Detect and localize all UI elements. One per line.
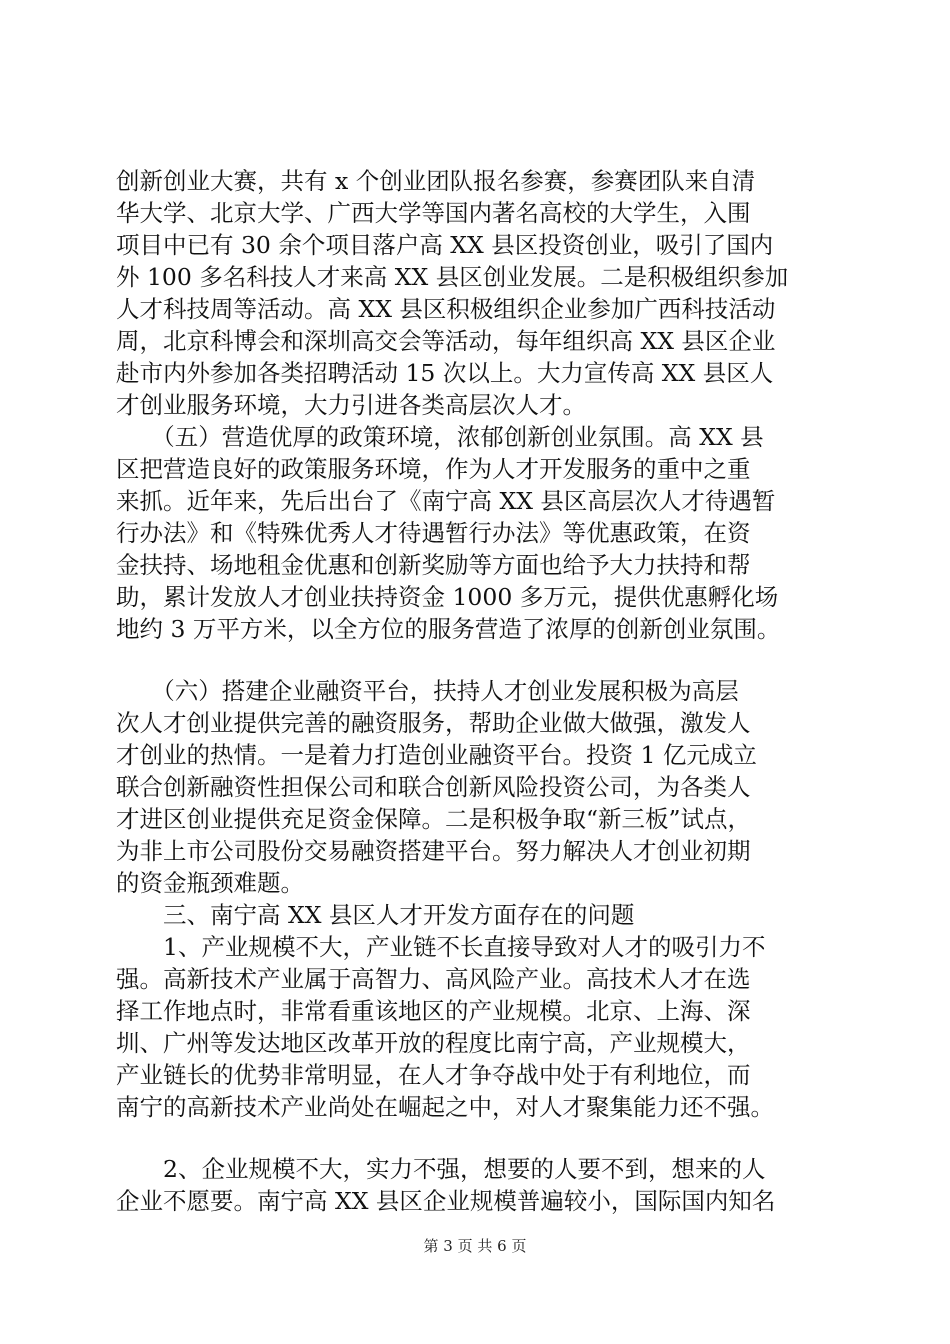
- text-line: 联合创新融资性担保公司和联合创新风险投资公司，为各类人: [116, 773, 751, 801]
- text-line: 2、企业规模不大，实力不强，想要的人要不到，想来的人: [116, 1155, 766, 1183]
- text-line: 为非上市公司股份交易融资搭建平台。努力解决人才创业初期: [116, 837, 751, 865]
- text-line: 才创业服务环境，大力引进各类高层次人才。: [116, 391, 586, 419]
- text-line: 择工作地点时，非常看重该地区的产业规模。北京、上海、深: [116, 997, 751, 1025]
- text-line: 南宁的高新技术产业尚处在崛起之中，对人才聚集能力还不强。: [116, 1093, 774, 1121]
- body-text: [116, 165, 851, 1217]
- text-line: 圳、广州等发达地区改革开放的程度比南宁高，产业规模大，: [116, 1029, 751, 1057]
- paragraph-gap: [116, 1123, 851, 1153]
- text-line: 华大学、北京大学、广西大学等国内著名高校的大学生，入围: [116, 199, 751, 227]
- text-line: （五）营造优厚的政策环境，浓郁创新创业氛围。高 XX 县: [116, 423, 764, 451]
- text-line: 周，北京科博会和深圳高交会等活动，每年组织高 XX 县区企业: [116, 327, 776, 355]
- text-line: 1、产业规模不大，产业链不长直接导致对人才的吸引力不: [116, 933, 766, 961]
- text-line: 才进区创业提供充足资金保障。二是积极争取“新三板”试点，: [116, 805, 752, 833]
- text-line: 来抓。近年来，先后出台了《南宁高 XX 县区高层次人才待遇暂: [116, 487, 776, 515]
- paragraph-gap: [116, 645, 851, 675]
- text-line: 项目中已有 30 余个项目落户高 XX 县区投资创业，吸引了国内: [116, 231, 774, 259]
- text-line: 强。高新技术产业属于高智力、高风险产业。高技术人才在选: [116, 965, 751, 993]
- text-line: 区把营造良好的政策服务环境，作为人才开发服务的重中之重: [116, 455, 751, 483]
- text-line: 三、南宁高 XX 县区人才开发方面存在的问题: [116, 901, 635, 929]
- text-line: 企业不愿要。南宁高 XX 县区企业规模普遍较小，国际国内知名: [116, 1187, 776, 1215]
- text-line: 赴市内外参加各类招聘活动 15 次以上。大力宣传高 XX 县区人: [116, 359, 774, 387]
- page-footer: 第 3 页 共 6 页: [423, 1237, 527, 1255]
- text-line: 创新创业大赛，共有 x 个创业团队报名参赛，参赛团队来自清: [116, 167, 756, 195]
- text-line: 才创业的热情。一是着力打造创业融资平台。投资 1 亿元成立: [116, 741, 757, 769]
- text-line: 行办法》和《特殊优秀人才待遇暂行办法》等优惠政策，在资: [116, 519, 751, 547]
- text-line: 次人才创业提供完善的融资服务，帮助企业做大做强，激发人: [116, 709, 751, 737]
- text-line: 金扶持、场地租金优惠和创新奖励等方面也给予大力扶持和帮: [116, 551, 751, 579]
- text-line: 产业链长的优势非常明显，在人才争夺战中处于有利地位，而: [116, 1061, 751, 1089]
- text-line: 的资金瓶颈难题。: [116, 869, 304, 897]
- text-line: 助，累计发放人才创业扶持资金 1000 多万元，提供优惠孵化场: [116, 583, 779, 611]
- text-line: 外 100 多名科技人才来高 XX 县区创业发展。二是积极组织参加: [116, 263, 789, 291]
- text-line: （六）搭建企业融资平台，扶持人才创业发展积极为高层: [116, 677, 739, 705]
- text-line: 地约 3 万平方米，以全方位的服务营造了浓厚的创新创业氛围。: [116, 615, 781, 643]
- text-line: 人才科技周等活动。高 XX 县区积极组织企业参加广西科技活动: [116, 295, 776, 323]
